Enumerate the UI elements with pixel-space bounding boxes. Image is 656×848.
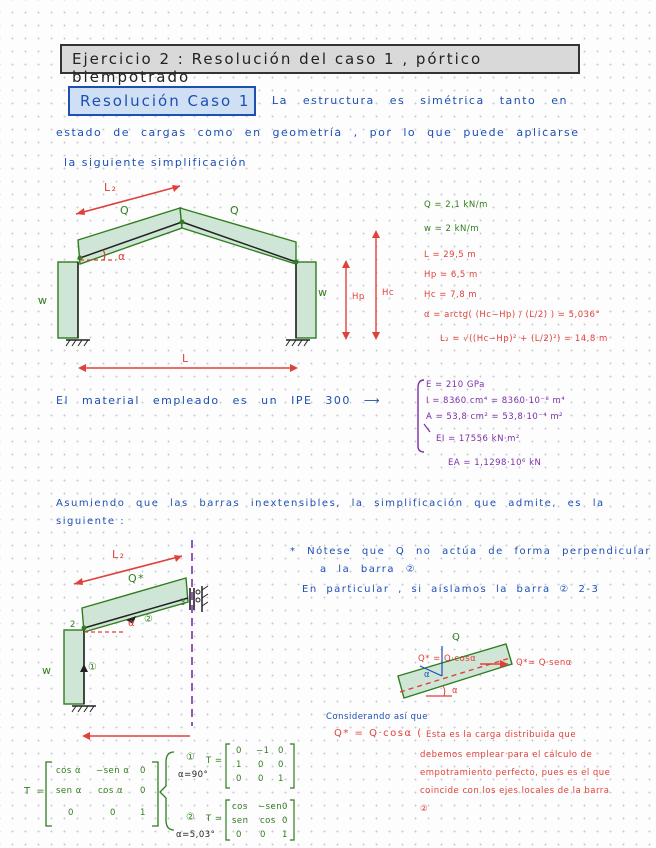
label-bar1: ①	[88, 662, 99, 673]
m2-r2c1: sen	[232, 816, 249, 826]
m2-r2c2: cos	[260, 816, 276, 826]
label-w-2: w	[42, 664, 53, 677]
label-alpha-2: α	[128, 618, 137, 629]
data-L2: L₂ = √((Hc−Hp)² + (L/2)²) = 14,8 m	[440, 334, 608, 344]
m2-alpha: α=5,03°	[176, 830, 216, 840]
m1-bar: ①	[186, 752, 197, 763]
m1-r3c3: 1	[278, 774, 284, 784]
conclusion-line-2: debemos emplear para el cálculo de	[420, 750, 593, 760]
label-Q-sin: Q*= Q·senα	[516, 658, 572, 668]
label-node-3: 3	[180, 598, 186, 608]
m2-r1c1: cos	[232, 802, 248, 812]
matrix-T-label: T =	[24, 786, 47, 797]
m2-r3c2: 0	[260, 830, 266, 840]
conclusion-line-4: coincide con los ejes locales de la barra	[420, 786, 610, 796]
assumption-line-2: siguiente :	[56, 516, 126, 527]
material-A: A = 53,8 cm² = 53,8·10⁻⁴ m²	[426, 412, 564, 422]
intro-line-2: estado de cargas como en geometría , por lo que puede aplicarse	[56, 126, 580, 139]
m1-r3c2: 0	[258, 774, 264, 784]
m-r3c1: 0	[68, 808, 74, 818]
m1-r3c1: 0	[236, 774, 242, 784]
intro-line-1: La estructura es simétrica tanto en	[272, 94, 569, 107]
data-Hc: Hc = 7,8 m	[424, 290, 478, 300]
m2-r1c3: 0	[282, 802, 288, 812]
label-Q-iso: Q	[452, 632, 462, 643]
m1-r1c3: 0	[278, 746, 284, 756]
conclusion-line-3: empotramiento perfecto, pues es el que	[420, 768, 611, 778]
label-alpha-iso-2: α	[452, 686, 459, 696]
label-w-right: w	[318, 286, 329, 299]
material-EA: EA = 1,1298·10⁶ kN	[448, 458, 542, 468]
label-alpha: α	[118, 250, 127, 263]
material-E: E = 210 GPa	[426, 380, 485, 390]
label-L2-2: L₂	[112, 548, 126, 561]
m1-r2c2: 0	[258, 760, 264, 770]
label-Hp: Hp	[352, 292, 365, 302]
m2-r3c3: 1	[282, 830, 288, 840]
material-I: I = 8360 cm⁴ = 8360·10⁻⁸ m⁴	[426, 396, 566, 406]
m-r3c2: 0	[110, 808, 116, 818]
label-Q-cos: Q* = Q·cosα	[418, 654, 477, 664]
m-r2c3: 0	[140, 786, 146, 796]
m2-r2c3: 0	[282, 816, 288, 826]
label-alpha-iso-1: α	[424, 670, 431, 680]
label-Q-star: Q*	[128, 572, 146, 585]
m2-bar: ②	[186, 812, 197, 823]
data-Q: Q = 2,1 kN/m	[424, 200, 488, 210]
data-L: L = 29,5 m	[424, 250, 477, 260]
label-L: L	[182, 352, 190, 365]
label-Hc: Hc	[382, 288, 395, 298]
conclusion-line-5: ②	[420, 804, 429, 814]
m1-r2c3: 0	[278, 760, 284, 770]
data-Hp: Hp = 6,5 m	[424, 270, 478, 280]
page-title: Ejercicio 2 : Resolución del caso 1 , pórtico biempotrado	[72, 50, 483, 86]
m1-alpha: α=90°	[178, 770, 209, 780]
m2-r3c1: 0	[236, 830, 242, 840]
label-bar2: ②	[144, 614, 155, 625]
m1-r1c2: −1	[256, 746, 270, 756]
m-r1c3: 0	[140, 766, 146, 776]
note-line-2: a la barra ②	[320, 564, 417, 575]
data-w: w = 2 kN/m	[424, 224, 480, 234]
label-w-left: w	[38, 294, 49, 307]
label-node-2: 2	[70, 620, 76, 630]
m-r2c2: cos α	[98, 786, 124, 796]
material-text: El material empleado es un IPE 300 ⟶	[56, 394, 382, 407]
note-line-1: * Nótese que Q no actúa de forma perpendicular	[290, 546, 652, 557]
data-alpha: α = arctg( (Hc−Hp) / (L/2) ) = 5,036°	[424, 310, 601, 320]
assumption-line-1: Asumiendo que las barras inextensibles, la simplificación que admite, es la	[56, 498, 605, 509]
label-L2: L₂	[104, 181, 118, 194]
note-line-3: En particular , si aislamos la barra ② 2-3	[302, 584, 600, 595]
conclusion-lead: Considerando así que	[326, 712, 429, 722]
m1-T: T =	[206, 756, 223, 766]
conclusion-line-1: Esta es la carga distribuida que	[426, 730, 577, 740]
m-r1c2: −sen α	[96, 766, 130, 776]
subtitle: Resolución Caso 1	[80, 92, 251, 110]
label-Q-right: Q	[230, 204, 241, 217]
m-r3c3: 1	[140, 808, 146, 818]
m2-T: T =	[206, 814, 223, 824]
conclusion-formula: Q* = Q·cosα (	[334, 728, 423, 739]
label-Q-left: Q	[120, 204, 131, 217]
material-EI: EI = 17556 kN·m²	[436, 434, 520, 444]
intro-line-3: la siguiente simplificación	[64, 156, 248, 169]
m2-r1c2: −sen	[258, 802, 283, 812]
m-r2c1: sen α	[56, 786, 82, 796]
m1-r2c1: 1	[236, 760, 242, 770]
m-r1c1: cos α	[56, 766, 82, 776]
m1-r1c1: 0	[236, 746, 242, 756]
